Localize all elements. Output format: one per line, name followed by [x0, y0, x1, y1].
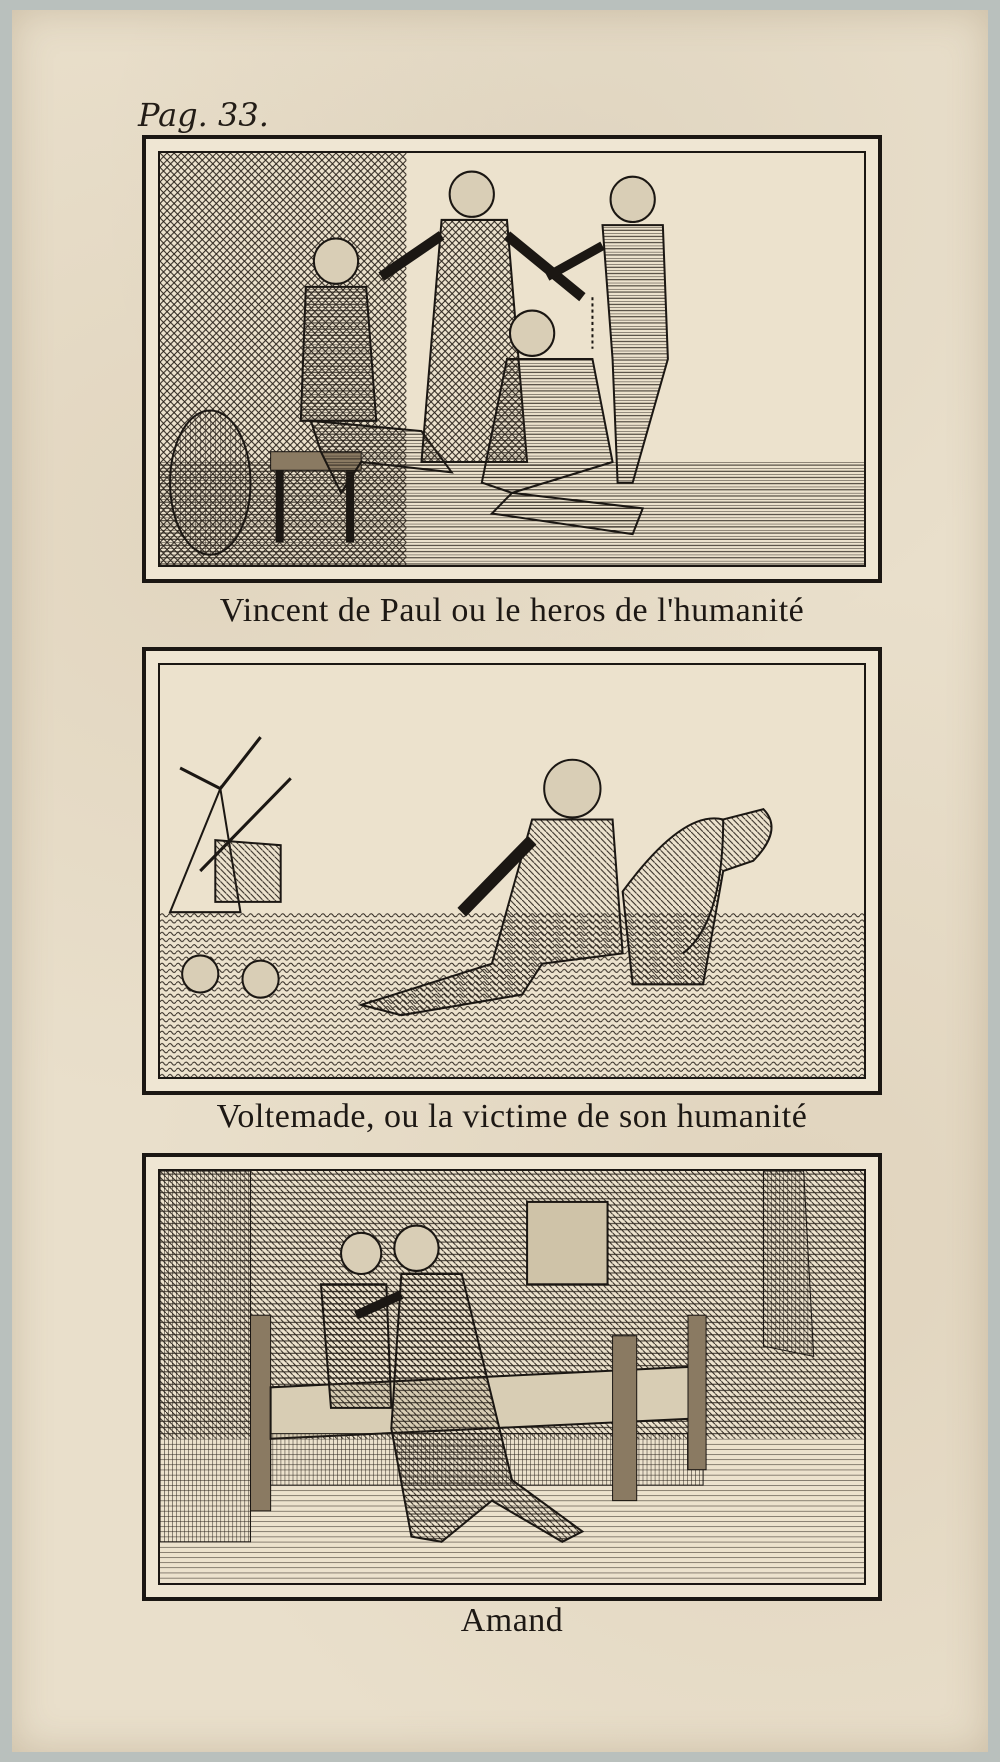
- engraving-plate-amand: [142, 1153, 882, 1601]
- engraving-plate-vincent: [142, 135, 882, 583]
- caption-voltemade: Voltemade, ou la victime de son humanité: [216, 1098, 808, 1135]
- prison-scene-illustration: [160, 153, 864, 565]
- caption-vincent: Vincent de Paul ou le heros de l'humanité: [219, 592, 805, 629]
- engraving-plate-voltemade: [142, 647, 882, 1095]
- page-reference: Pag. 33.: [138, 96, 269, 134]
- bedroom-scene-illustration: [160, 1171, 864, 1583]
- engraving-scene-voltemade: [158, 663, 866, 1079]
- engraving-scene-amand: [158, 1169, 866, 1585]
- sea-rescue-illustration: [160, 665, 864, 1077]
- caption-amand: Amand: [460, 1602, 564, 1639]
- paper-sheet: [12, 10, 988, 1752]
- engraving-scene-vincent: [158, 151, 866, 567]
